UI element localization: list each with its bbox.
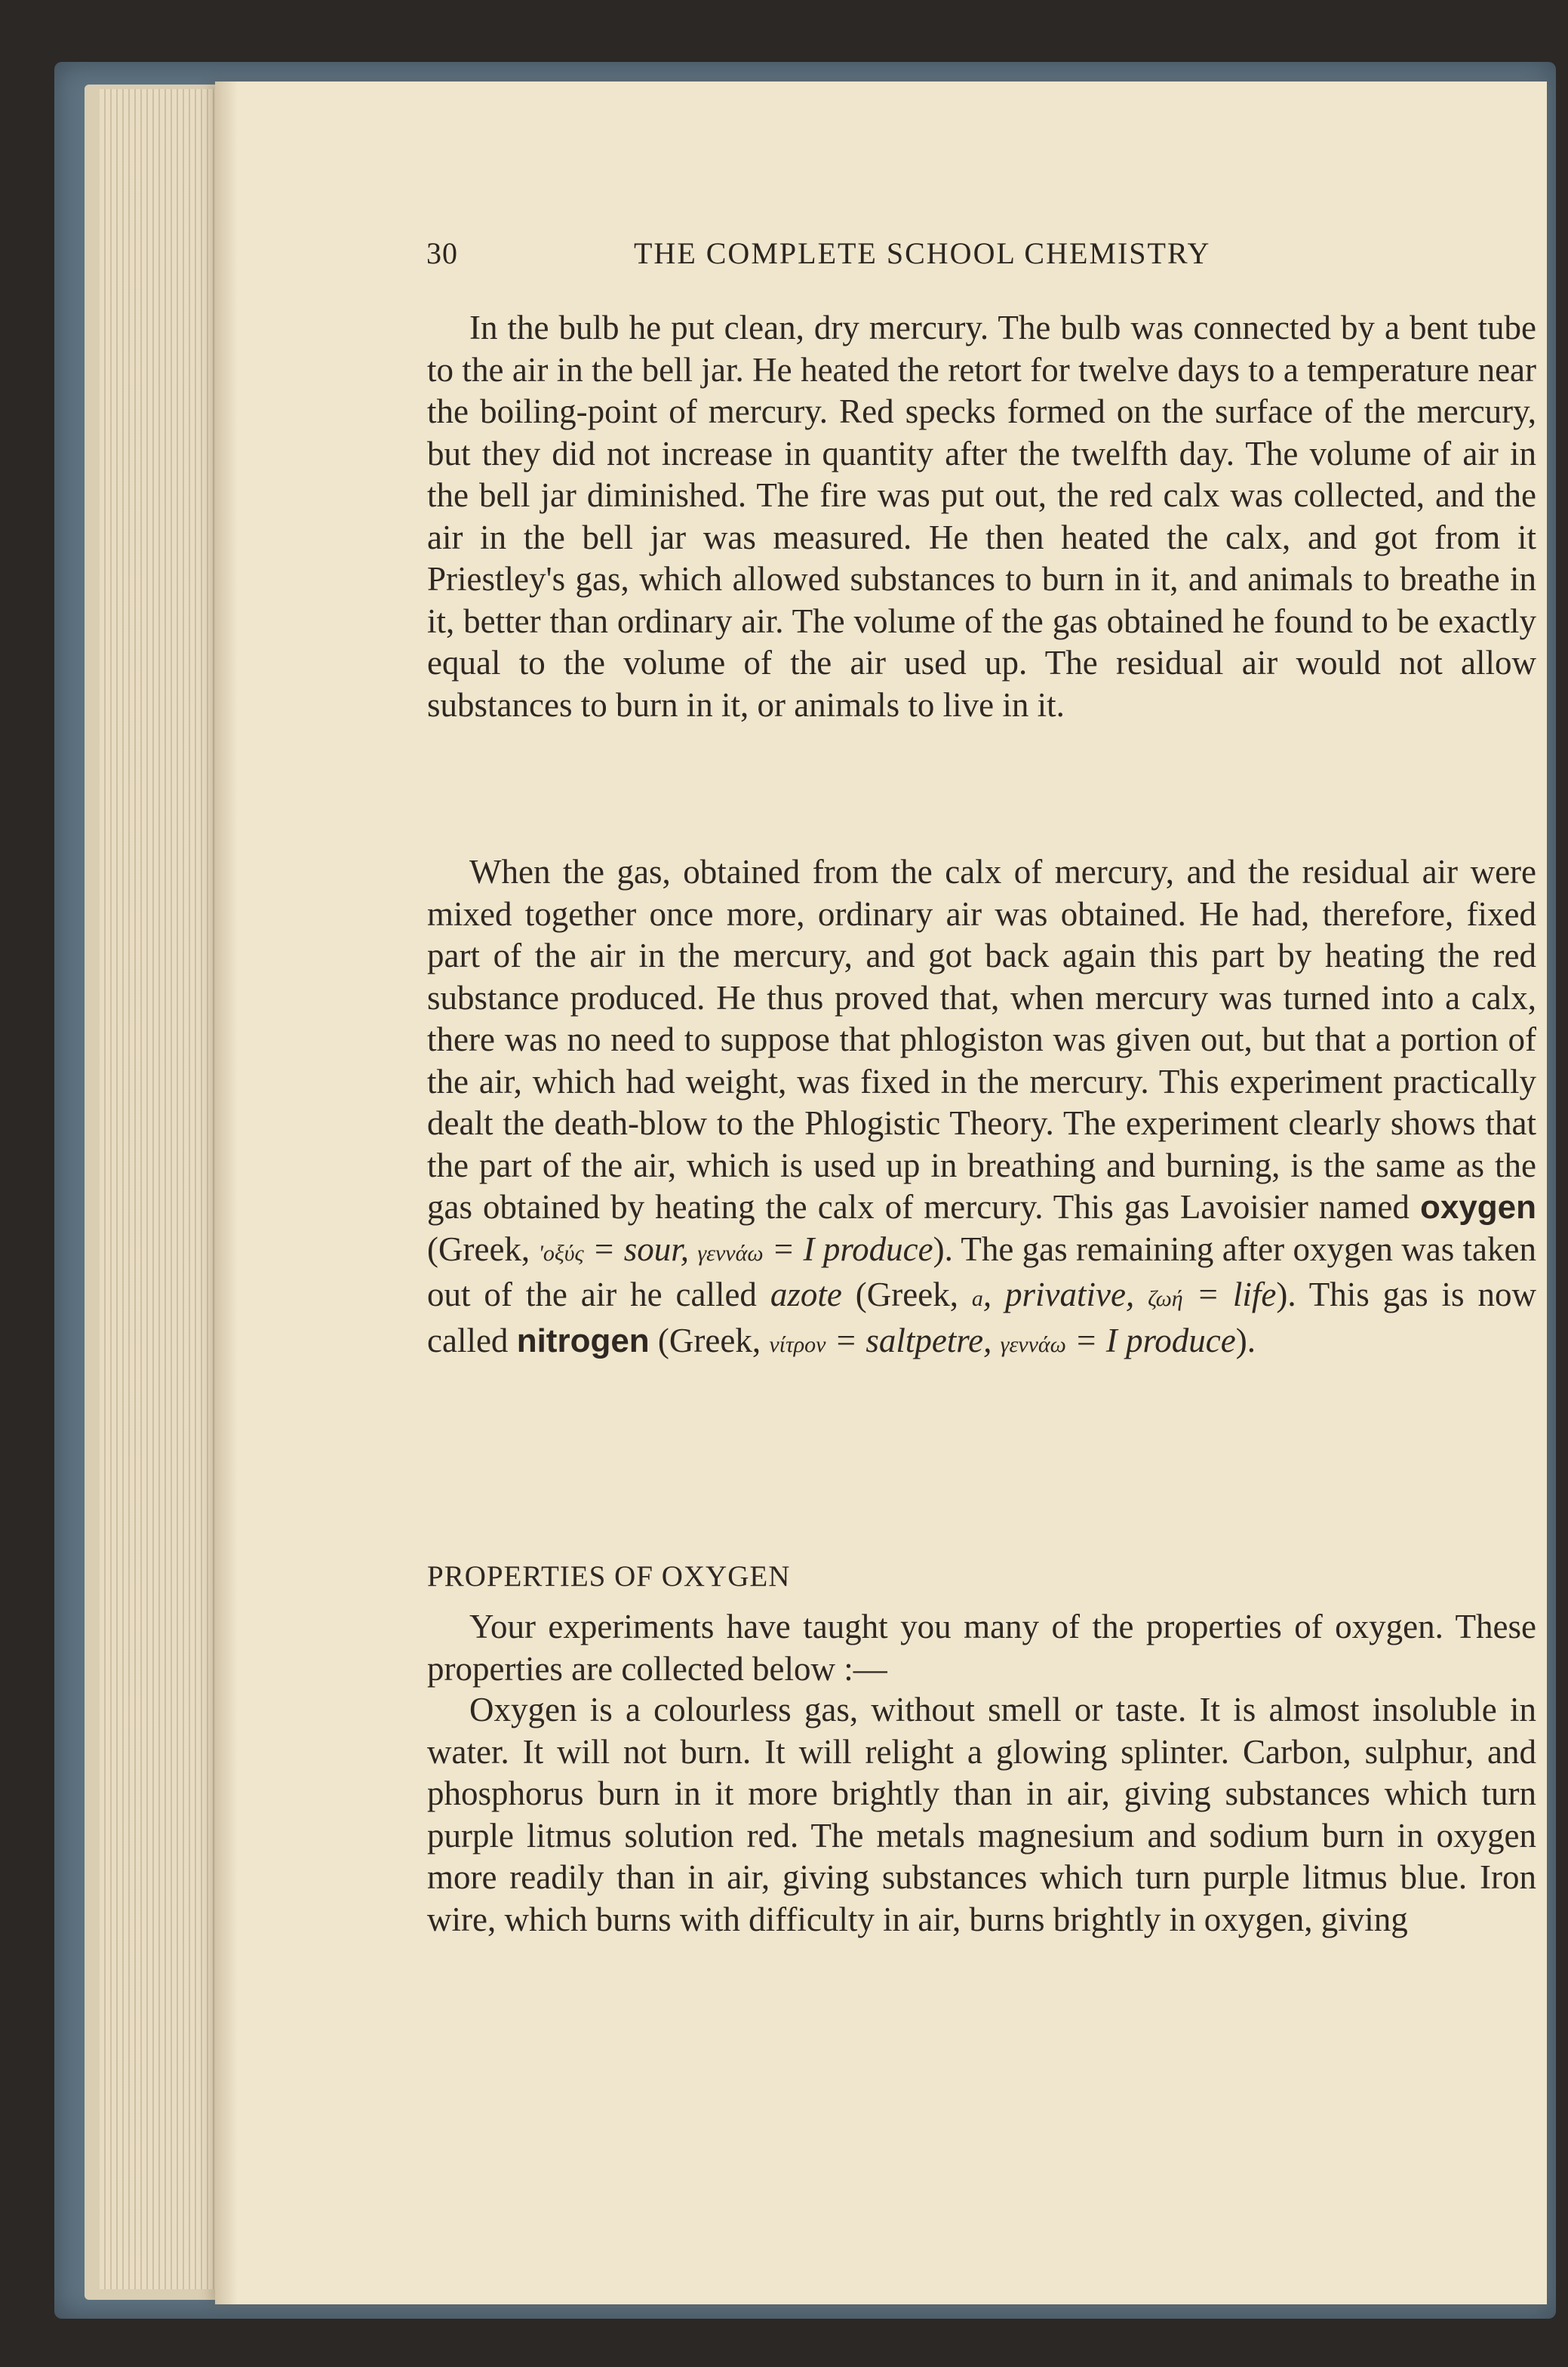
text-run: When the gas, obtained from the calx of mercury, and the residual air were mixed together once more, ordinary air was obtained. He had, therefore, fixed part of the air in the mercury, and got back again this part by heating the red substance produced. He thus proved that, when mercury was turned into a calx, there was no need to suppose that phlogiston was given out, but that a portion of the air, which had weight, was fixed in the mercury. This experiment practically dealt the death-blow to the Phlogistic Theory. The experiment clearly shows that the part of the air, which is used up in breathing and burning, is the same as the gas obtained by heating the calx of mercury. This gas Lavoisier named [427,853,1536,1226]
term-nitrogen: nitrogen [516,1322,650,1359]
running-head: THE COMPLETE SCHOOL CHEMISTRY [634,236,1211,270]
term-azote: azote [770,1276,842,1313]
text-run: ). The gas remaining after oxygen was taken out of the air he called [427,1230,1537,1313]
greek-word: 'οξύς [538,1240,584,1266]
page-number: 30 [426,236,458,270]
greek-word: a [971,1286,983,1311]
text-run: ). [1235,1321,1256,1359]
body-paragraph-1 [427,307,1536,726]
text-run: (Greek, [427,1230,539,1268]
text-run: ). This gas is now called [427,1276,1536,1359]
page-header [426,235,1343,281]
paragraph-text: Oxygen is a colourless gas, without smell or taste. It is almost insoluble in water. It will not burn. It will relight a glowing splinter. Carbon, sulphur, and phosphorus burn in it more brightly than in air, giving substances which turn purple litmus solution red. The metals magnesium and sodium burn in oxygen more readily than in air, giving substances which turn purple litmus blue. Iron wire, which burns with difficulty in air, burns brightly in oxygen, giving [427,1691,1536,1938]
meaning: = life [1182,1276,1277,1313]
text-run: (Greek, [841,1276,972,1313]
greek-word: γεννάω [1000,1331,1066,1357]
paragraph-text [427,851,1536,1365]
meaning: = I produce [1065,1321,1236,1359]
meaning: = I produce [763,1230,933,1268]
body-paragraph-3 [427,1606,1536,1690]
meaning: = sour, [583,1230,698,1268]
text-run: (Greek, [649,1321,770,1359]
paragraph-text: In the bulb he put clean, dry mercury. The bulb was connected by a bent tube to the air in the bell jar. He heated the retort for twelve days to a temperature near the boiling-point of mercury. Red specks formed on the surface of the mercury, but they did not increase in quantity after the twelfth day. The volume of air in the bell jar diminished. The fire was put out, the red calx was collected, and the air in the bell jar was measured. He then heated the calx, and got from it Priestley's gas, which allowed substances to burn in it, and animals to breathe in it, better than ordinary air. The volume of the gas obtained he found to be exactly equal to the volume of the air used up. The residual air would not allow substances to burn in it, or animals to live in it. [427,309,1536,724]
page-gutter-shadow [215,82,238,2304]
term-oxygen: oxygen [1419,1189,1536,1226]
body-paragraph-2 [427,851,1536,1365]
paragraph-text: Your experiments have taught you many of the properties of oxygen. These properties are collected below :— [427,1608,1536,1688]
greek-word: νίτρον [769,1331,826,1357]
greek-word: γεννάω [697,1240,764,1266]
greek-word: ζωή [1148,1286,1183,1311]
section-heading: PROPERTIES OF OXYGEN [427,1560,791,1593]
meaning: = saltpetre, [826,1321,1001,1359]
meaning: , privative, [982,1276,1148,1313]
body-paragraph-4 [427,1689,1536,1941]
